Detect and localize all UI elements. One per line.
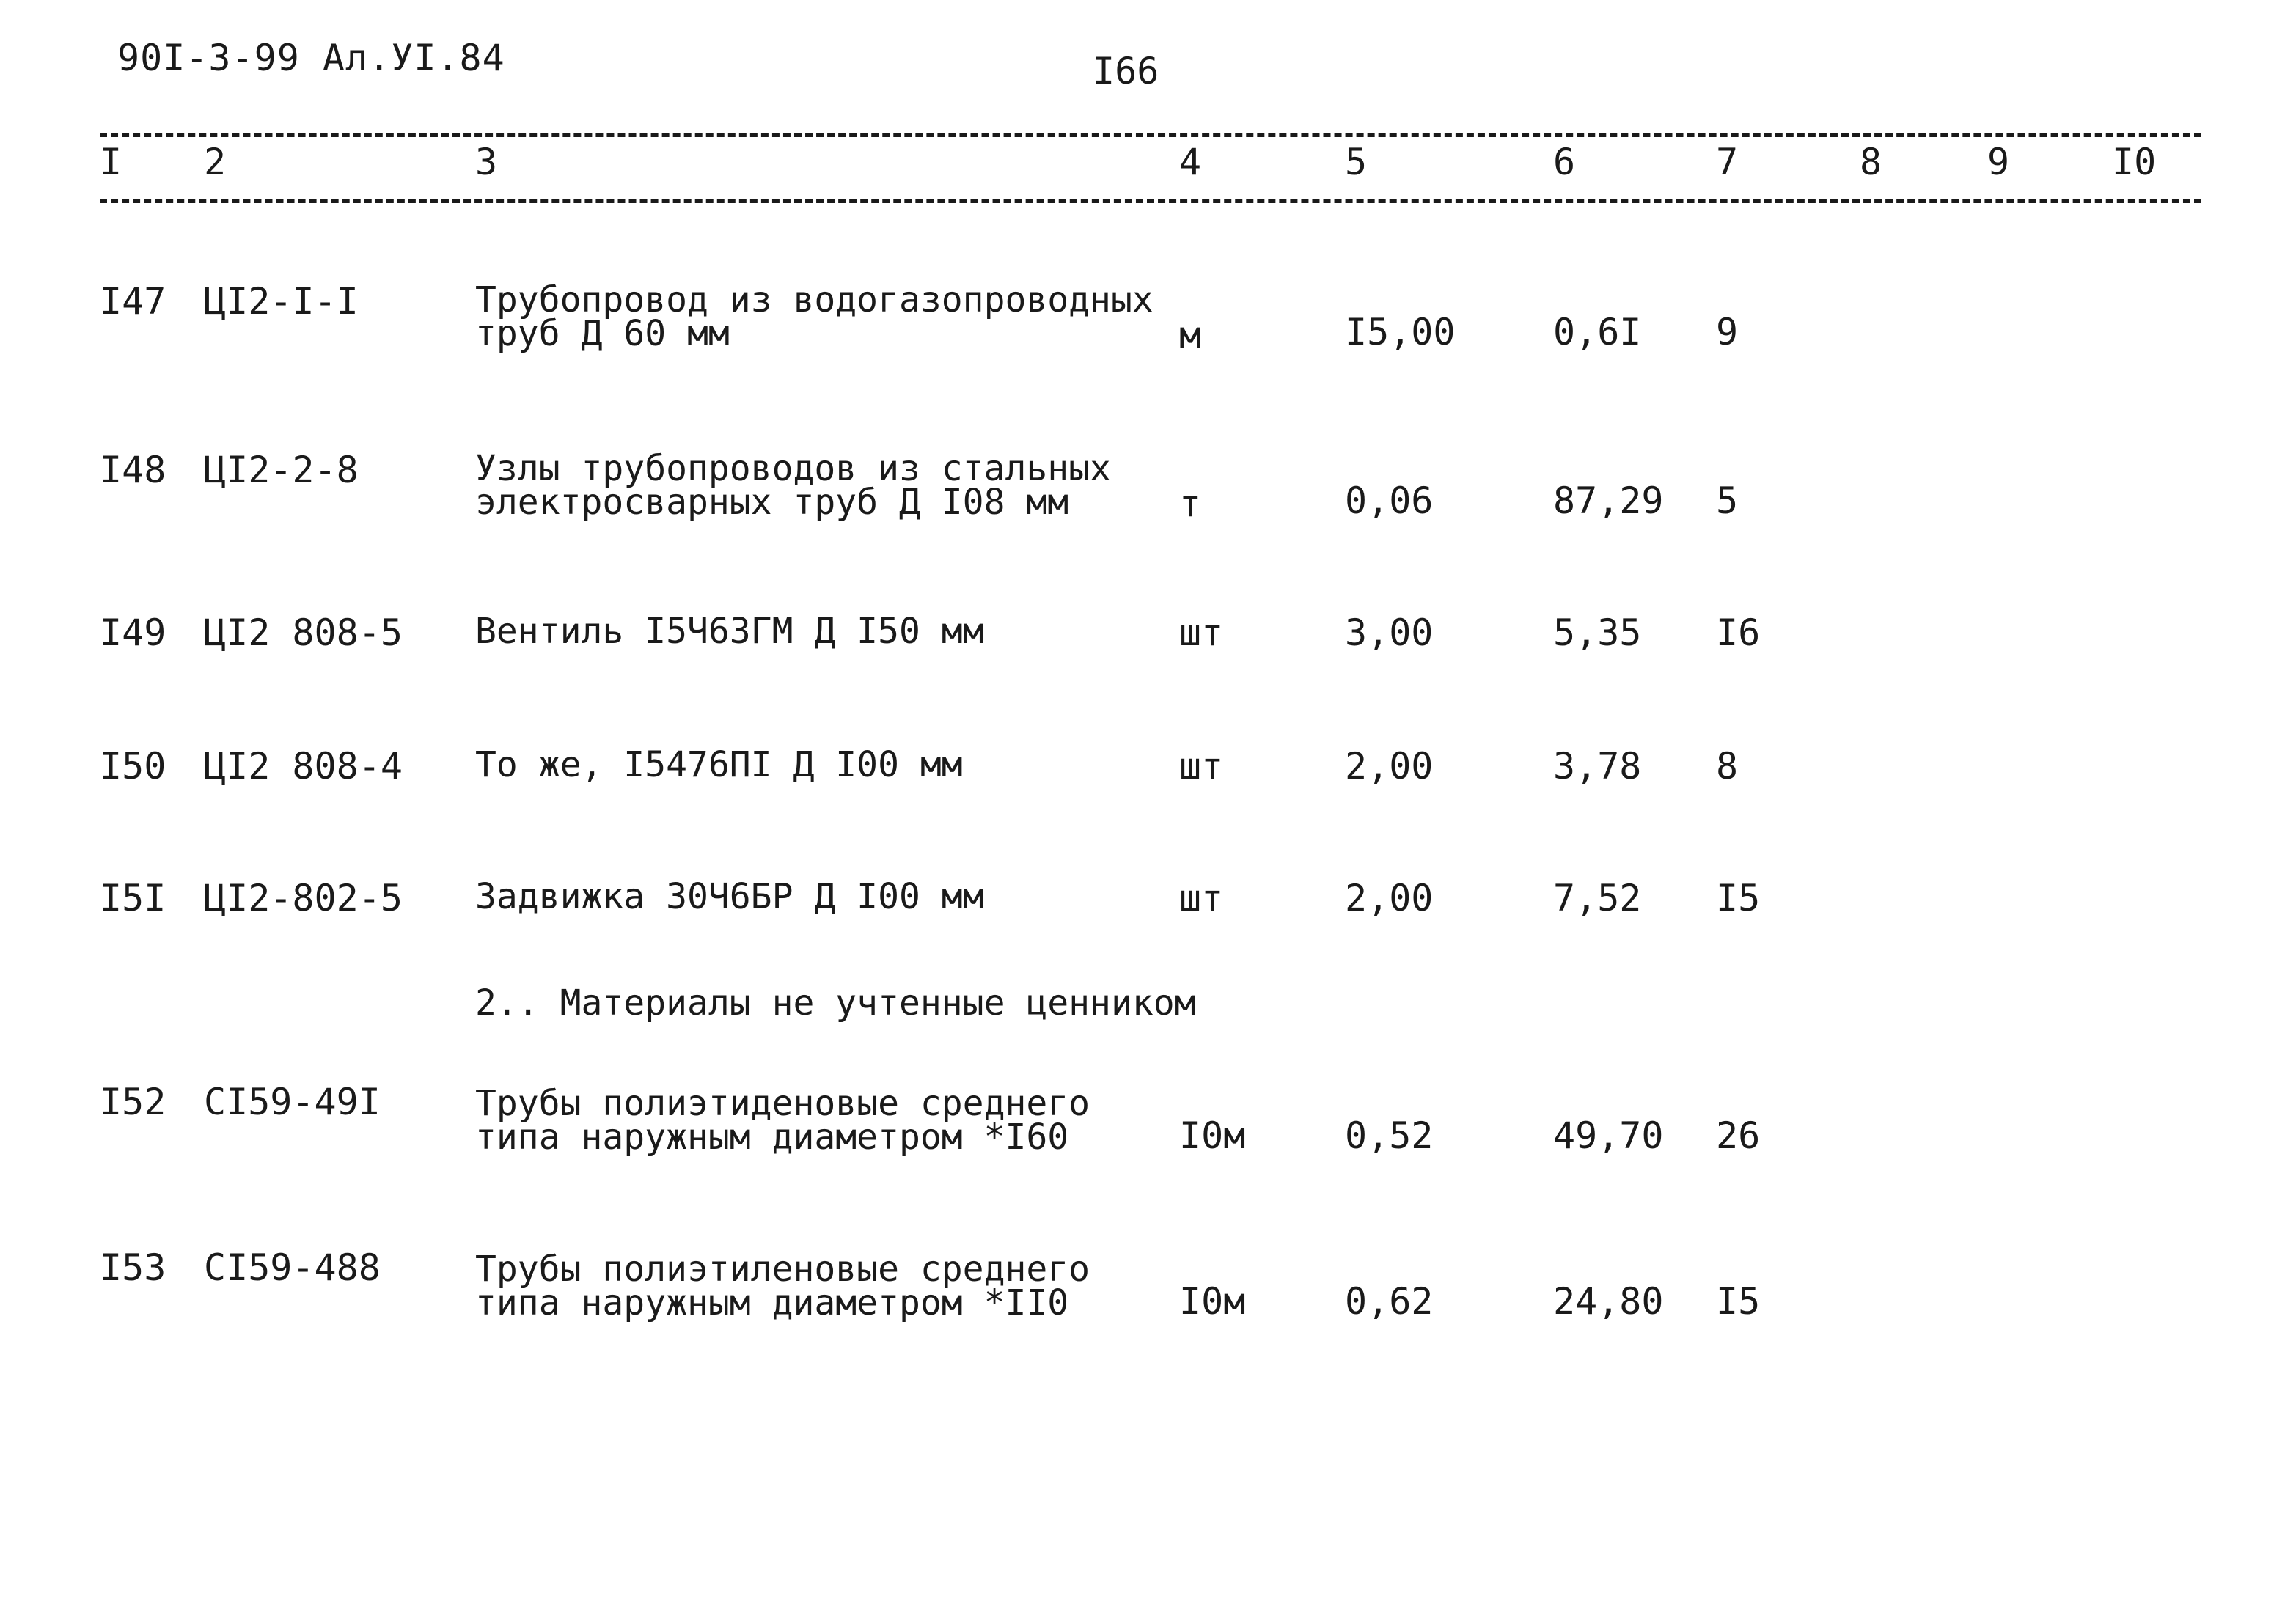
- row-quantity: 0,52: [1345, 1114, 1434, 1157]
- header-rule-bottom: [100, 199, 2201, 203]
- row-unit: м: [1179, 314, 1202, 356]
- row-quantity: 0,06: [1345, 480, 1434, 522]
- row-code: ЦI2-2-8: [204, 449, 359, 491]
- row-quantity: I5,00: [1345, 311, 1456, 353]
- row-column7: I6: [1716, 611, 1761, 654]
- column-number: I: [100, 141, 122, 183]
- row-price: 24,80: [1553, 1280, 1664, 1323]
- row-description-line2: типа наружным диаметром *II0: [475, 1282, 1069, 1323]
- table-row: [0, 611, 2296, 702]
- row-price: 49,70: [1553, 1114, 1664, 1157]
- table-row: [0, 1081, 2296, 1172]
- column-number: 7: [1716, 141, 1739, 183]
- row-number: I49: [100, 611, 166, 654]
- row-unit: I0м: [1179, 1114, 1246, 1157]
- row-description-line1: Узлы трубопроводов из стальных: [475, 448, 1111, 489]
- table-row: [0, 279, 2296, 367]
- row-code: СI59-49I: [204, 1081, 381, 1123]
- row-column7: 5: [1716, 480, 1739, 522]
- row-price: 87,29: [1553, 480, 1664, 522]
- row-price: 5,35: [1553, 611, 1642, 654]
- row-price: 3,78: [1553, 745, 1642, 787]
- row-column7: 26: [1716, 1114, 1761, 1157]
- row-quantity: 0,62: [1345, 1280, 1434, 1323]
- table-row: [0, 1246, 2296, 1337]
- row-code: ЦI2 808-4: [204, 745, 403, 787]
- column-number: 4: [1179, 141, 1202, 183]
- column-number: 5: [1345, 141, 1368, 183]
- row-unit: I0м: [1179, 1280, 1246, 1323]
- row-column7: I5: [1716, 1280, 1761, 1323]
- row-number: I5I: [100, 877, 166, 919]
- row-description-line1: Задвижка 30Ч6БР Д I00 мм: [475, 876, 984, 917]
- column-number: I0: [2112, 141, 2157, 183]
- column-number: 3: [475, 141, 498, 183]
- row-quantity: 2,00: [1345, 745, 1434, 787]
- row-column7: I5: [1716, 877, 1761, 919]
- row-number: I53: [100, 1246, 166, 1289]
- page-number: I66: [1093, 50, 1159, 92]
- header-rule-top: [100, 133, 2201, 137]
- row-unit: шт: [1179, 745, 1224, 787]
- document-code: 90I-3-99 Ал.УI.84: [117, 37, 505, 79]
- row-code: СI59-488: [204, 1246, 381, 1289]
- column-number: 9: [1987, 141, 2010, 183]
- row-column7: 9: [1716, 311, 1739, 353]
- row-unit: т: [1179, 482, 1202, 525]
- row-description-line1: Трубопровод из водогазопроводных: [475, 279, 1153, 320]
- column-number: 8: [1860, 141, 1882, 183]
- table-row: [0, 447, 2296, 535]
- row-number: I50: [100, 745, 166, 787]
- row-column7: 8: [1716, 745, 1739, 787]
- section-title: 2.. Материалы не учтенные ценником: [475, 982, 1196, 1024]
- row-description-line2: типа наружным диаметром *I60: [475, 1117, 1069, 1158]
- table-row: [0, 744, 2296, 836]
- row-price: 7,52: [1553, 877, 1642, 919]
- row-price: 0,6I: [1553, 311, 1642, 353]
- row-number: I52: [100, 1081, 166, 1123]
- row-unit: шт: [1179, 611, 1224, 654]
- row-description-line1: Трубы полиэтиленовые среднего: [475, 1249, 1090, 1290]
- row-code: ЦI2-802-5: [204, 877, 403, 919]
- row-description-line1: То же, I5476ПI Д I00 мм: [475, 744, 963, 785]
- row-code: ЦI2 808-5: [204, 611, 403, 654]
- row-number: I48: [100, 449, 166, 491]
- row-quantity: 2,00: [1345, 877, 1434, 919]
- row-description-line2: электросварных труб Д I08 мм: [475, 482, 1069, 523]
- column-number: 6: [1553, 141, 1576, 183]
- row-quantity: 3,00: [1345, 611, 1434, 654]
- table-row: [0, 876, 2296, 968]
- row-unit: шт: [1179, 877, 1224, 919]
- row-description-line2: труб Д 60 мм: [475, 313, 730, 354]
- row-description-line1: Вентиль I5Ч63ГМ Д I50 мм: [475, 611, 984, 652]
- row-code: ЦI2-I-I: [204, 280, 359, 323]
- column-number: 2: [204, 141, 227, 183]
- row-description-line1: Трубы полиэтиденовые среднего: [475, 1083, 1090, 1124]
- row-number: I47: [100, 280, 166, 323]
